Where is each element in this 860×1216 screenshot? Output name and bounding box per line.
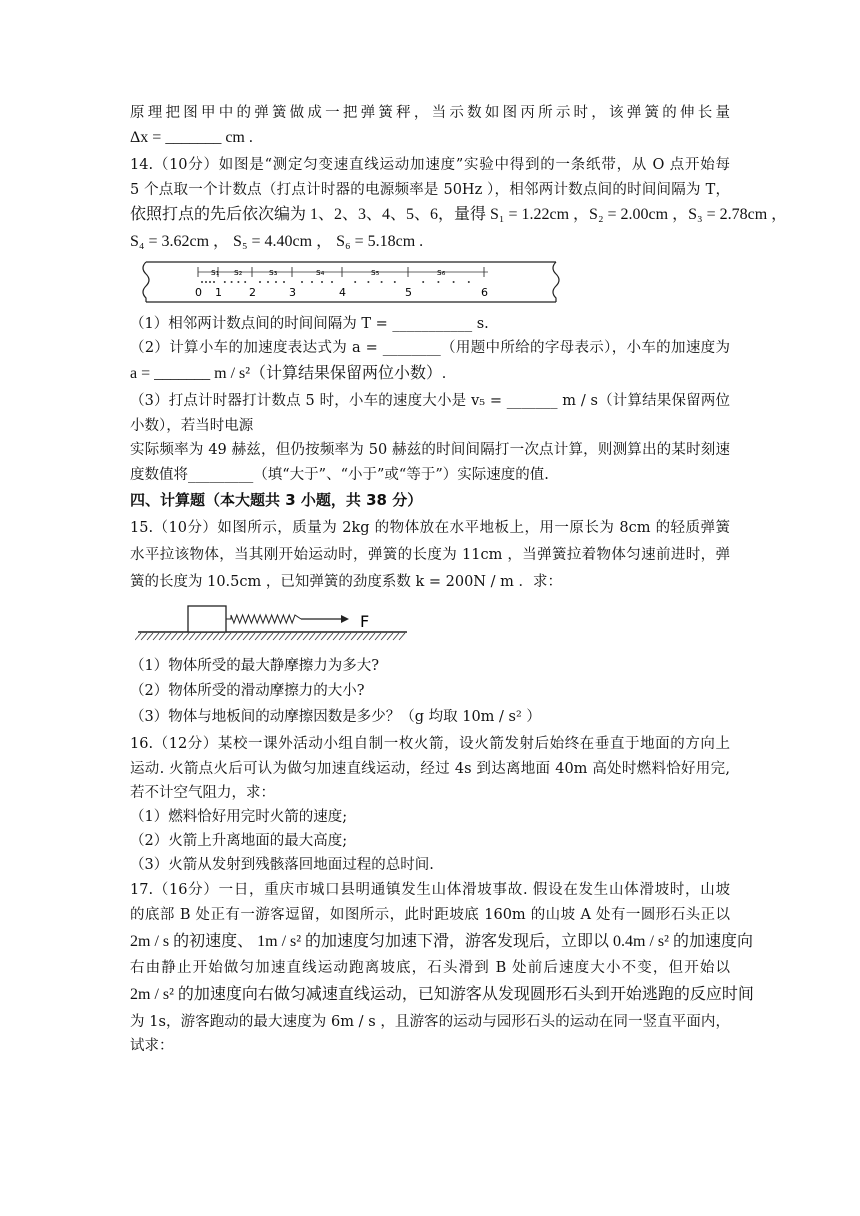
- ground-hatch-line: [267, 633, 273, 640]
- force-arrow-head: [341, 615, 349, 623]
- ground-hatch-line: [351, 633, 357, 640]
- ground-hatch-line: [321, 633, 327, 640]
- q14-part-3-line-2: 小数），若当时电源: [130, 418, 254, 434]
- tape-dot: [453, 281, 455, 283]
- tape-dot: [422, 281, 424, 283]
- q16-part-1: （1）燃料恰好用完时火箭的速度;: [130, 809, 348, 825]
- ground-hatch-line: [147, 633, 153, 640]
- q17-stem-line-4: 右由静止开始做匀加速直线运动跑离坡底，石头滑到 B 处前后速度大小不变，但开始以: [130, 960, 730, 976]
- tape-dot: [275, 281, 277, 283]
- tape-dot: [283, 281, 285, 283]
- ground-hatch-line: [249, 633, 255, 640]
- q14-part-3-line-1: （3）打点计时器打计数点 5 时，小车的速度大小是 v₅ = _______ m / s（计算结果保留两位: [130, 393, 730, 409]
- q13-tail-line-1: 原理把图甲中的弹簧做成一把弹簧秤，当示数如图丙所示时，该弹簧的伸长量: [130, 105, 730, 121]
- tape-point-label: 4: [339, 286, 346, 299]
- ground-hatch-line: [369, 633, 375, 640]
- tape-segment-label: s₆: [437, 268, 446, 278]
- ground-hatch-line: [363, 633, 369, 640]
- ground-hatch-line: [303, 633, 309, 640]
- ground-hatch-line: [273, 633, 279, 640]
- ground-hatch-line: [171, 633, 177, 640]
- ground-hatch-line: [333, 633, 339, 640]
- tape-dot: [267, 281, 269, 283]
- q17-stem-line-5: 2m / s² 的加速度向右做匀减速直线运动，已知游客从发现圆形石头到开始逃跑的反应时间: [130, 986, 754, 1003]
- tape-dot: [331, 281, 333, 283]
- ground-hatch-line: [195, 633, 201, 640]
- ground-hatch-line: [165, 633, 171, 640]
- q17-stem-line-2: 的底部 B 处正有一游客逗留，如图所示，此时距坡底 160m 的山坡 A 处有一圆形石头正以: [130, 907, 730, 923]
- block: [188, 606, 226, 632]
- q14-part-2-line-2: a = _______ m / s²（计算结果保留两位小数）.: [130, 365, 447, 382]
- paper-tape-figure: [138, 258, 563, 308]
- ground-hatch-line: [393, 633, 399, 640]
- ground-hatch-line: [339, 633, 345, 640]
- q17-stem-line-1: 17.（16分）一日，重庆市城口县明通镇发生山体滑坡事故. 假设在发生山体滑坡时，山坡: [130, 882, 730, 898]
- tape-dot: [259, 281, 261, 283]
- tape-dots: [201, 281, 470, 283]
- ground-hatch-line: [213, 633, 219, 640]
- spring: [226, 615, 301, 623]
- ground-hatch-line: [231, 633, 237, 640]
- q15-stem-line-1: 15.（10分）如图所示，质量为 2kg 的物体放在水平地板上，用一原长为 8cm 的轻质弹簧: [130, 520, 730, 536]
- ground-hatch-line: [201, 633, 207, 640]
- ground-hatch-line: [285, 633, 291, 640]
- ground-hatch-line: [135, 633, 141, 640]
- ground-hatch-line: [225, 633, 231, 640]
- ground-hatch: [135, 633, 405, 640]
- ground-hatch-line: [177, 633, 183, 640]
- q16-stem-line-2: 运动. 火箭点火后可认为做匀加速直线运动，经过 4s 到达离地面 40m 高处时燃料恰好用完,: [130, 761, 730, 777]
- tape-dot: [354, 281, 356, 283]
- force-label: F: [360, 612, 370, 631]
- ground-hatch-line: [291, 633, 297, 640]
- ground-hatch-line: [357, 633, 363, 640]
- tape-point-label: 3: [289, 286, 296, 299]
- q17-stem-line-6: 为 1s，游客跑动的最大速度为 6m / s ，且游客的运动与园形石头的运动在同一竖直平面内，: [130, 1014, 730, 1030]
- q16-stem-line-3: 若不计空气阻力，求：: [130, 785, 275, 801]
- ground-hatch-line: [315, 633, 321, 640]
- ground-hatch-line: [279, 633, 285, 640]
- tape-dot: [231, 281, 233, 283]
- tape-dot: [224, 281, 226, 283]
- ground-hatch-line: [345, 633, 351, 640]
- q14-stem-line-1: 14.（10分）如图是“测定匀变速直线运动加速度”实验中得到的一条纸带，从 O 点开始每: [130, 157, 730, 173]
- tape-point-label: 5: [405, 286, 412, 299]
- ground-hatch-line: [189, 633, 195, 640]
- tape-dot: [244, 281, 246, 283]
- q15-part-2: （2）物体所受的滑动摩擦力的大小?: [130, 683, 365, 699]
- tape-dot: [367, 281, 369, 283]
- q17-stem-line-3: 2m / s 的初速度、 1m / s² 的加速度匀加速下滑，游客发现后，立即以 0.4m / s² 的加速度向: [130, 933, 753, 950]
- q14-stem-line-4: S₄ = 3.62cm ， S₅ = 4.40cm ， S₆ = 5.18cm .: [130, 233, 424, 250]
- ground-hatch-line: [141, 633, 147, 640]
- q15-stem-line-3: 簧的长度为 10.5cm ，已知弹簧的劲度系数 k = 200N / m ．求：: [130, 574, 562, 590]
- ground-hatch-line: [399, 633, 405, 640]
- q15-part-1: （1）物体所受的最大静摩擦力为多大?: [130, 658, 379, 674]
- q14-stem-line-2: 5 个点取一个计数点（打点计时器的电源频率是 50Hz ），相邻两计数点间的时间间隔为 T，: [130, 182, 730, 198]
- ground-hatch-line: [153, 633, 159, 640]
- q17-stem-line-7: 试求：: [130, 1038, 174, 1054]
- tape-dot: [205, 281, 207, 283]
- ground-hatch-line: [243, 633, 249, 640]
- tape-dot: [209, 281, 211, 283]
- q14-part-1: （1）相邻两计数点间的时间间隔为 T = ___________ s.: [130, 316, 489, 332]
- q14-part-3-line-4: 度数值将_________（填“大于”、“小于”或“等于”）实际速度的值.: [130, 467, 549, 483]
- tape-point-label: 1: [215, 286, 222, 299]
- tape-dot: [381, 281, 383, 283]
- tape-point-label: 0: [195, 286, 202, 299]
- ground-hatch-line: [309, 633, 315, 640]
- tape-point-label: 6: [481, 286, 488, 299]
- q16-part-3: （3）火箭从发射到残骸落回地面过程的总时间.: [130, 857, 434, 873]
- q14-stem-line-3: 依照打点的先后依次编为 1、2、3、4、5、6，量得 S₁ = 1.22cm ，S₂ = 2.00cm ，S₃ = 2.78cm ，: [130, 206, 788, 223]
- tape-dot: [437, 281, 439, 283]
- ground-hatch-line: [183, 633, 189, 640]
- tape-dot: [201, 281, 203, 283]
- ground-hatch-line: [297, 633, 303, 640]
- q14-part-3-line-3: 实际频率为 49 赫兹，但仍按频率为 50 赫兹的时间间隔打一次点计算，则测算出的某时刻速: [130, 442, 730, 458]
- tape-dot: [301, 281, 303, 283]
- ground-hatch-line: [159, 633, 165, 640]
- ground-hatch-line: [387, 633, 393, 640]
- ground-hatch-line: [237, 633, 243, 640]
- ground-hatch-line: [327, 633, 333, 640]
- ground-hatch-line: [375, 633, 381, 640]
- tape-point-label: 2: [249, 286, 256, 299]
- tape-segment-label: s₅: [371, 268, 380, 278]
- ground-hatch-line: [261, 633, 267, 640]
- tape-dot: [311, 281, 313, 283]
- tape-dot: [394, 281, 396, 283]
- tape-segment-label: s₁: [211, 268, 220, 278]
- q15-stem-line-2: 水平拉该物体，当其刚开始运动时，弹簧的长度为 11cm ，当弹簧拉着物体匀速前进时，弹: [130, 547, 730, 563]
- tape-dot: [237, 281, 239, 283]
- q16-stem-line-1: 16.（12分）某校一课外活动小组自制一枚火箭，设火箭发射后始终在垂直于地面的方向上: [130, 736, 730, 752]
- section-4-heading: 四、计算题（本大题共 3 小题，共 38 分）: [130, 491, 423, 509]
- q13-tail-line-2: Δx = _______ cm .: [130, 129, 253, 146]
- tape-segment-label: s₂: [234, 268, 243, 278]
- tape-segment-label: s₄: [316, 268, 325, 278]
- q14-part-2-line-1: （2）计算小车的加速度表达式为 a = ________（用题中所给的字母表示），小车的加速度为: [130, 340, 730, 356]
- q16-part-2: （2）火箭上升离地面的最大高度;: [130, 833, 348, 849]
- tape-dot: [468, 281, 470, 283]
- ground-hatch-line: [219, 633, 225, 640]
- ground-hatch-line: [255, 633, 261, 640]
- tape-dot: [213, 281, 215, 283]
- tape-segment-label: s₃: [269, 268, 278, 278]
- spring-block-figure: [135, 600, 415, 652]
- ground-hatch-line: [381, 633, 387, 640]
- tape-dot: [321, 281, 323, 283]
- ground-hatch-line: [207, 633, 213, 640]
- q15-part-3: （3）物体与地板间的动摩擦因数是多少？（g 均取 10m / s² ）: [130, 709, 541, 725]
